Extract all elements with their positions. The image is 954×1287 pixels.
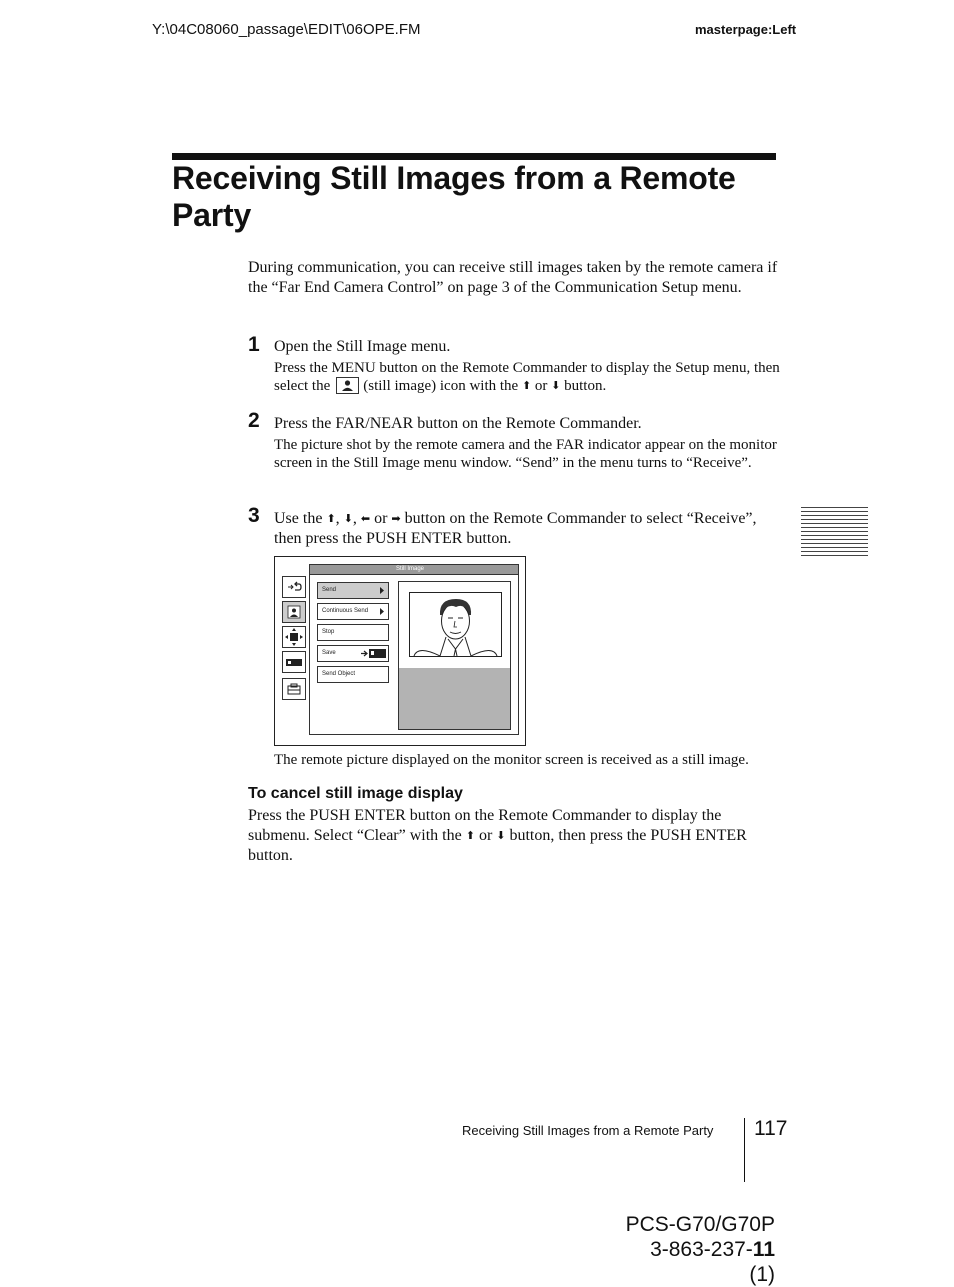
model-info [620, 1212, 775, 1287]
step-3-number: 3 [248, 504, 260, 527]
page-title: Receiving Still Images from a Remote Party [172, 160, 736, 233]
menu-item-send-object[interactable]: Send Object [317, 666, 389, 683]
model-number: PCS-G70/G70P [625, 1213, 775, 1236]
menu-item-send[interactable]: Send [317, 582, 389, 599]
title-rule [172, 153, 776, 160]
cancel-body-b: button, then press the PUSH ENTER button. [248, 827, 747, 864]
intro-paragraph: During communication, you can receive still images taken by the remote camera if the “Far End Camera Control” on page 3 of the Communication Setup menu. [248, 259, 778, 296]
up-arrow-icon: ⬆ [326, 512, 336, 525]
preview-panel [398, 581, 511, 730]
far-near-icon [282, 651, 306, 673]
step-2-main: Press the FAR/NEAR button on the Remote Commander. [274, 415, 642, 432]
right-arrow-icon: ➡ [391, 512, 401, 525]
down-arrow-icon: ⬇ [551, 379, 561, 392]
step-3-main-a: Use the [274, 510, 323, 527]
left-arrow-icon: ⬅ [360, 512, 371, 525]
step-3-main-or: or [374, 510, 388, 527]
step-1-number: 1 [248, 333, 260, 356]
step-1-sub-b: (still image) icon with the [363, 378, 519, 394]
cancel-heading: To cancel still image display [248, 785, 463, 802]
up-arrow-icon: ⬆ [465, 829, 475, 842]
step-1-sub-or: or [534, 378, 548, 394]
camera-control-icon [282, 626, 306, 648]
return-icon [282, 576, 306, 598]
person-portrait-icon [410, 593, 501, 656]
down-arrow-icon: ⬇ [496, 829, 506, 842]
chapter-tab-stripes [801, 507, 868, 559]
step-1-sub-a: Press the MENU button on the Remote Commander to display the Setup menu, then select the [274, 360, 780, 394]
step-1-sub [274, 359, 784, 395]
still-image-tab-icon [282, 601, 306, 623]
step-3-main: Use the ⬆, ⬇, ⬅ or ➡ button on the Remote Commander to select “Receive”, then press the PUSH ENTER button. [274, 510, 757, 547]
part-code: 3-863-237-11 (1) [650, 1238, 775, 1286]
step-3-main-b: button on the Remote Commander to select “Receive”, then press the PUSH ENTER button. [274, 510, 757, 547]
down-arrow-icon: ⬇ [343, 512, 353, 525]
menu-item-continuous-send[interactable]: Continuous Send [317, 603, 389, 620]
header-file-path: Y:\04C08060_passage\EDIT\06OPE.FM [152, 21, 421, 38]
menu-item-stop[interactable]: Stop [317, 624, 389, 641]
menu-item-save[interactable]: Save [317, 645, 389, 662]
step-1-sub-c: button. [564, 378, 607, 394]
cancel-paragraph [248, 806, 778, 866]
save-to-far-icon [361, 648, 387, 659]
menu-window-title: Still Image [396, 566, 425, 572]
step-1-main: Open the Still Image menu. [274, 338, 451, 355]
chevron-right-icon [380, 587, 385, 594]
chevron-right-icon [380, 608, 385, 615]
header-masterpage: masterpage:Left [695, 22, 797, 37]
still-image-screen-figure [274, 556, 526, 746]
footer-divider [744, 1118, 745, 1182]
remote-picture [409, 592, 502, 657]
step-2-number: 2 [248, 409, 260, 432]
figure-caption: The remote picture displayed on the monitor screen is received as a still image. [274, 752, 749, 768]
still-image-icon [336, 377, 359, 394]
step-2-sub: The picture shot by the remote camera and the FAR indicator appear on the monitor screen in the Still Image menu window. “Send” in the menu turns to “Receive”. [274, 437, 777, 471]
up-arrow-icon: ⬆ [521, 379, 532, 392]
page-number: 117 [754, 1117, 788, 1140]
preview-panel-lower [399, 668, 510, 729]
cancel-body-or: or [478, 827, 493, 844]
footer-section-title: Receiving Still Images from a Remote Party [462, 1123, 714, 1138]
toolbox-icon [282, 678, 306, 700]
cancel-body-a: Press the PUSH ENTER button on the Remote Commander to display the submenu. Select “Clear” with the [248, 807, 722, 844]
